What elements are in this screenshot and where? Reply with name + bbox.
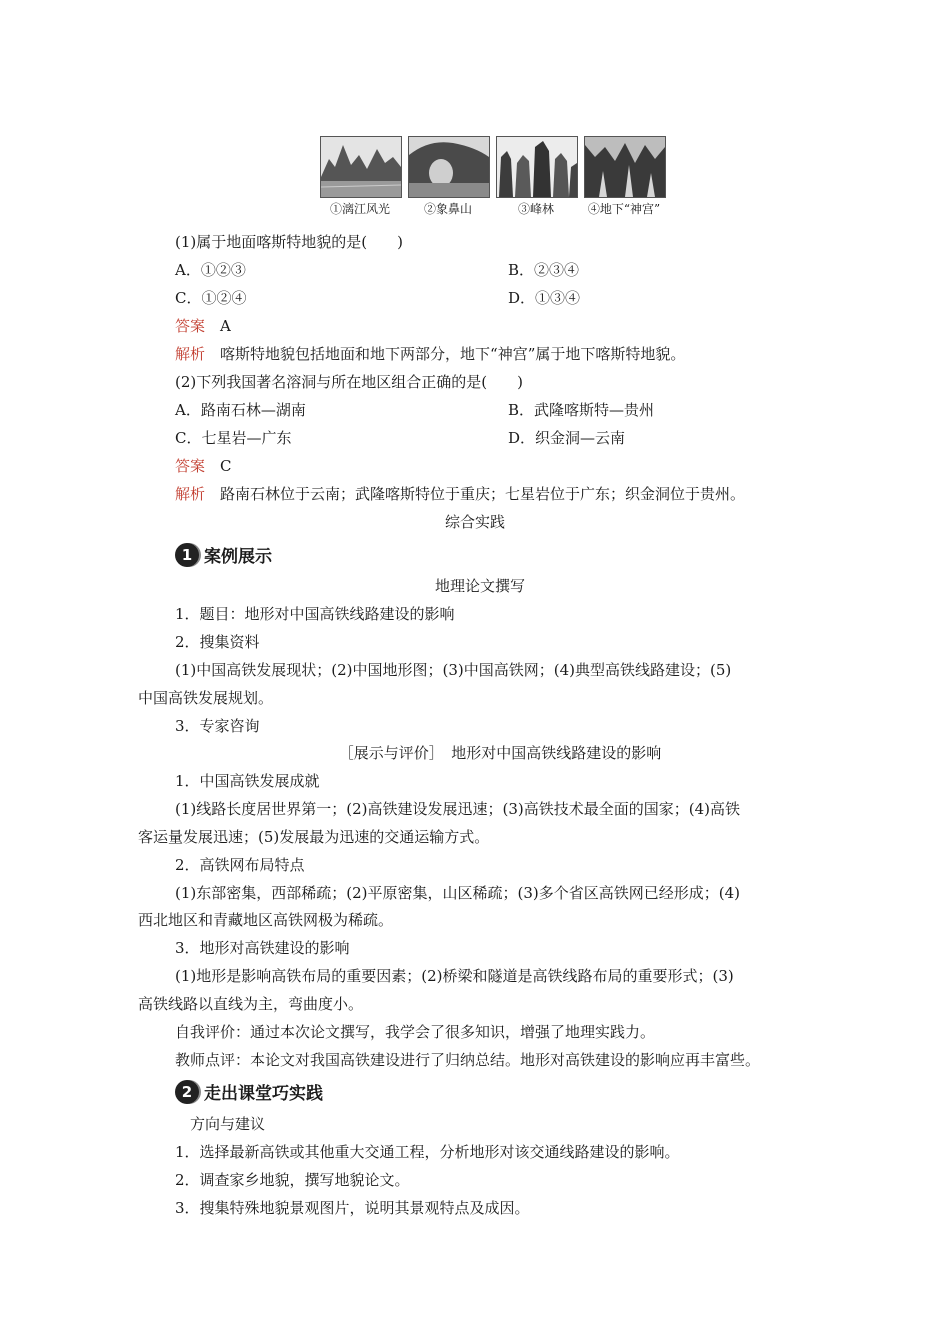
evaluation-item: 3．地形对高铁建设的影响	[175, 939, 350, 957]
photo-caption: ③峰林	[517, 202, 554, 216]
analysis-label: 解析	[175, 345, 206, 363]
number-badge: 2	[175, 1080, 199, 1104]
underground-palace-photo	[584, 136, 666, 198]
teacher-comment: 教师点评：本论文对我国高铁建设进行了归纳总结。地形对高铁建设的影响应再丰富些。	[175, 1051, 761, 1069]
case-item: 1．题目：地形对中国高铁线路建设的影响	[175, 605, 455, 623]
elephant-trunk-hill-photo	[408, 136, 490, 198]
number-badge: 1	[175, 543, 199, 567]
answer-value: C	[220, 457, 232, 475]
answer-row	[175, 316, 231, 336]
answer-label: 答案	[175, 317, 206, 335]
option-a: A．路南石林—湖南	[175, 401, 306, 419]
option-d: D．①③④	[508, 289, 581, 307]
landform-photo-strip	[320, 136, 666, 220]
analysis-text: 路南石林位于云南；武隆喀斯特位于重庆；七星岩位于广东；织金洞位于贵州。	[220, 485, 746, 503]
case-item: 2．搜集资料	[175, 633, 260, 651]
lijiang-scenery-photo	[320, 136, 402, 198]
case-item: 3．专家咨询	[175, 717, 260, 735]
practice-subtitle: 方向与建议	[190, 1115, 266, 1133]
photo-caption: ④地下“神宫”	[587, 202, 661, 216]
case-heading	[175, 542, 272, 567]
option-c: C．七星岩—广东	[175, 429, 292, 447]
evaluation-item: 2．高铁网布局特点	[175, 856, 305, 874]
analysis-row	[175, 484, 745, 504]
heading-text: 走出课堂巧实践	[204, 1084, 323, 1104]
question-stem: (2)下列我国著名溶洞与所在地区组合正确的是( )	[175, 373, 523, 391]
heading-text: 案例展示	[204, 547, 272, 567]
answer-value: A	[220, 317, 231, 335]
evaluation-item: 西北地区和青藏地区高铁网极为稀疏。	[138, 911, 394, 929]
case-item: 中国高铁发展规划。	[138, 689, 274, 707]
peak-forest-photo	[496, 136, 578, 198]
answer-label: 答案	[175, 457, 206, 475]
analysis-row	[175, 344, 685, 364]
option-b: B．武隆喀斯特—贵州	[508, 401, 655, 419]
question-stem: (1)属于地面喀斯特地貌的是( )	[175, 233, 403, 251]
evaluation-item: 客运量发展迅速；(5)发展最为迅速的交通运输方式。	[138, 828, 490, 846]
answer-row	[175, 456, 232, 476]
option-b: B．②③④	[508, 261, 580, 279]
photo-caption: ②象鼻山	[423, 202, 472, 216]
analysis-label: 解析	[175, 485, 206, 503]
photo-caption: ①漓江风光	[329, 202, 390, 216]
self-evaluation: 自我评价：通过本次论文撰写，我学会了很多知识，增强了地理实践力。	[175, 1023, 656, 1041]
evaluation-item: 1．中国高铁发展成就	[175, 772, 320, 790]
case-title: 地理论文撰写	[434, 577, 525, 595]
practice-heading	[175, 1079, 323, 1104]
practice-item: 1．选择最新高铁或其他重大交通工程，分析地形对该交通线路建设的影响。	[175, 1143, 680, 1161]
option-d: D．织金洞—云南	[508, 429, 626, 447]
practice-item: 3．搜集特殊地貌景观图片，说明其景观特点及成因。	[175, 1199, 530, 1217]
practice-item: 2．调查家乡地貌，撰写地貌论文。	[175, 1171, 410, 1189]
option-c: C．①②④	[175, 289, 247, 307]
evaluation-title: ［展示与评价］ 地形对中国高铁线路建设的影响	[338, 744, 662, 762]
evaluation-item: (1)东部密集，西部稀疏；(2)平原密集，山区稀疏；(3)多个省区高铁网已经形成；(4)	[175, 884, 740, 902]
option-a: A．①②③	[175, 261, 246, 279]
evaluation-item: (1)线路长度居世界第一；(2)高铁建设发展迅速；(3)高铁技术最全面的国家；(4)高铁	[175, 800, 740, 818]
case-item: (1)中国高铁发展现状；(2)中国地形图；(3)中国高铁网；(4)典型高铁线路建设；(5)	[175, 661, 732, 679]
evaluation-item: 高铁线路以直线为主，弯曲度小。	[138, 995, 364, 1013]
analysis-text: 喀斯特地貌包括地面和地下两部分，地下“神宫”属于地下喀斯特地貌。	[220, 345, 686, 363]
section-title: 综合实践	[444, 513, 505, 531]
evaluation-item: (1)地形是影响高铁布局的重要因素；(2)桥梁和隧道是高铁线路布局的重要形式；(3)	[175, 967, 734, 985]
